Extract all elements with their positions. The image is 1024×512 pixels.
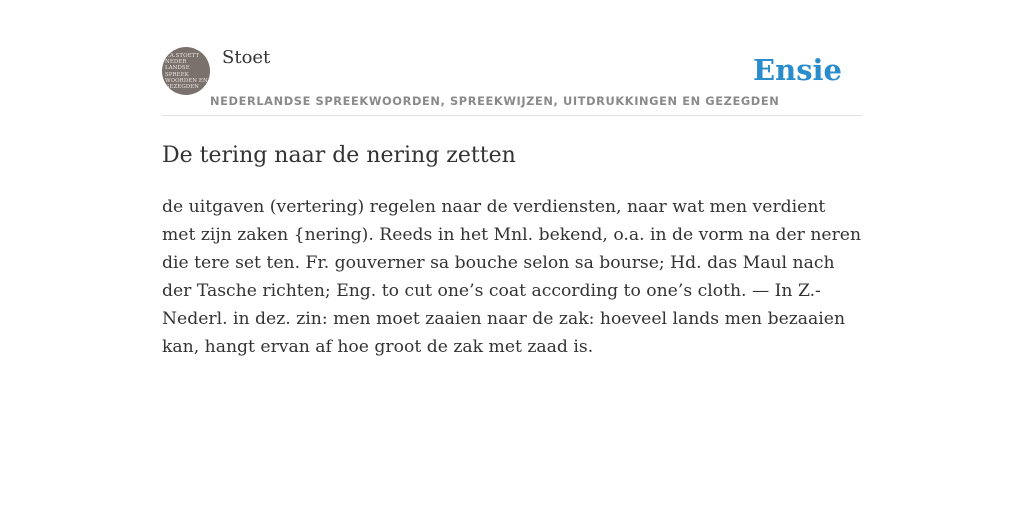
source-avatar[interactable] (162, 47, 210, 95)
source-header (162, 40, 862, 116)
source-name-link[interactable]: Stoet (222, 47, 271, 68)
avatar-text-line: LANDSE (165, 65, 190, 72)
source-subtitle: NEDERLANDSE SPREEKWOORDEN, SPREEKWIJZEN, UITDRUKKINGEN EN GEZEGDEN (210, 94, 780, 108)
avatar-text-line: NEDER (165, 59, 187, 66)
ensie-logo-link[interactable]: Ensie (753, 53, 842, 87)
entry-card (162, 40, 862, 361)
avatar-text-line: WOORDEN EN (165, 77, 208, 84)
avatar-text-line: SPREEK (165, 71, 189, 78)
avatar-text-line: F.A.STOETT (165, 53, 200, 59)
entry-definition: de uitgaven (vertering) regelen naar de verdiensten, naar wat men verdient met zijn zaken {nering). Reeds in het Mnl. bekend, o.a. in de vorm na der neren die tere set ten. Fr. gouverner sa bouche selon sa bourse; Hd. das Maul nach der Tasche richten; Eng. to cut one’s coat according to one’s cloth. — In Z.-Nederl. in dez. zin: men moet zaaien naar de zak: hoeveel lands men bezaaien kan, hangt ervan af hoe groot de zak met zaad is. (162, 197, 862, 357)
entry-title: De tering naar de nering zetten (162, 143, 516, 168)
avatar-text-line: GEZEGDEN (165, 84, 200, 91)
